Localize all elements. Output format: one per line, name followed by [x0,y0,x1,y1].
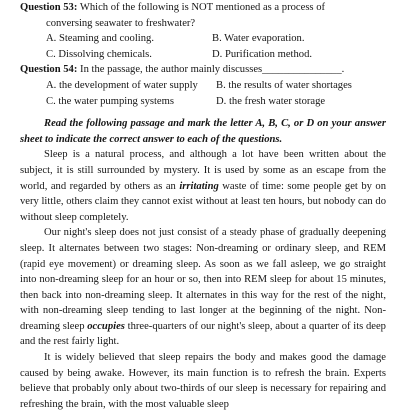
question-53-stem-line2: conversing seawater to freshwater? [46,17,196,29]
q53-option-a[interactable]: A. Steaming and cooling. [46,33,154,45]
passage-paragraph-3: It is widely believed that sleep repairs the body and makes good the damage caused by being awake. However, its main function is to refresh the brain. Experts believe that probably only about two-thirds of our sleep is necessary for repairing and refreshing the brain, with the most valuable sleep [20,352,386,410]
q53-option-c[interactable]: C. Dissolving chemicals. [46,48,152,60]
q54-option-a[interactable]: A. the development of water supply [46,79,198,91]
question-53 [20,0,386,62]
question-54-stem-line [20,62,386,78]
q54-option-d[interactable]: D. the fresh water storage [216,95,326,107]
q53-option-d[interactable]: D. Purification method. [212,48,313,60]
question-53-options [20,31,386,62]
passage-instructions: Read the following passage and mark the letter A, B, C, or D on your answer sheet to indicate the correct answer to each of the questions. [20,118,386,145]
q54-option-b[interactable]: B. the results of water shortages [216,79,352,91]
question-53-number: Question 53: [20,2,78,13]
p2-text-a: Our night's sleep does not just consist of a steady phase of gradually deepening sleep. It alternates between two stages: Non-dreaming or ordinary sleep, and REM (rapid eye movement) or dreaming sleep. As soon as we fall asleep, we go straight into non-dreaming sleep for an hour or so, then into REM sleep for about 15 minutes, then back into non-dreaming sleep. It alternates in this way for the rest of the night, with non-dreaming sleep tending to last longer at the beginning of the night. Non-dreaming sleep [20,227,386,332]
q53-option-b[interactable]: B. Water evaporation. [212,33,305,45]
question-54-number: Question 54: [20,64,78,76]
p1-highlighted-word: irritating [179,180,219,192]
question-54 [20,62,386,109]
question-54-options [20,78,386,109]
passage-paragraph-2 [20,225,386,350]
passage-paragraph-1 [20,147,386,225]
p1-text-b: waste of time: some people get by on very little, others claim they cannot exist without at least ten hours, but nobody can do without sleep completely. [20,180,386,223]
p2-highlighted-word: occupies [87,320,125,332]
p2-text-b: three-quarters of our night's sleep, about a quarter of its deep and the rest fairly light. [20,320,386,348]
p1-text-a: Sleep is a natural process, and although a lot have been written about the subject, it is still surrounded by mystery. It is used by some as an escape from the world, and regarded by others as an [20,149,386,192]
question-54-stem: In the passage, the author mainly discusses_______________. [80,64,345,76]
q54-option-c[interactable]: C. the water pumping systems [46,95,174,107]
question-53-stem-line1 [20,0,386,16]
question-53-stem: Which of the following is NOT mentioned as a process of [79,2,326,13]
